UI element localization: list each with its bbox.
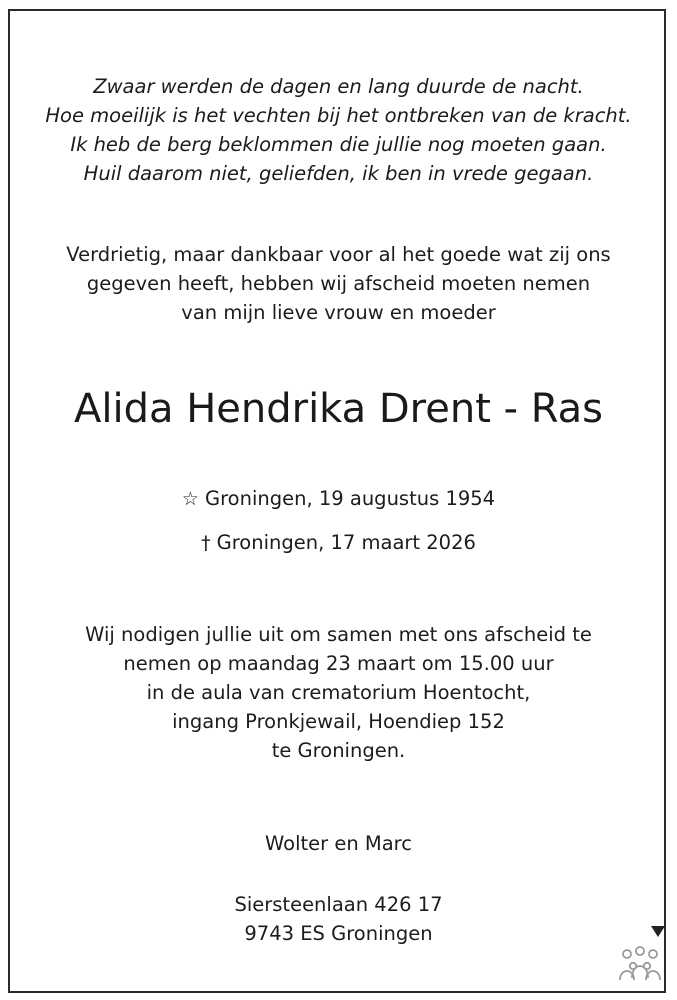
intro-line: van mijn lieve vrouw en moeder bbox=[181, 301, 496, 324]
poem-line: Hoe moeilijk is het vechten bij het ontbreken van de kracht. bbox=[45, 104, 632, 127]
life-dates bbox=[0, 487, 677, 555]
invitation-line: Wij nodigen jullie uit om samen met ons afscheid te bbox=[85, 623, 592, 646]
birth-date: Groningen, 19 augustus 1954 bbox=[204, 487, 496, 510]
intro-line: Verdrietig, maar dankbaar voor al het goede wat zij ons bbox=[66, 243, 611, 266]
star-icon: ☆ bbox=[181, 488, 199, 510]
invitation-line: in de aula van crematorium Hoentocht, bbox=[146, 681, 531, 704]
poem-line: Ik heb de berg beklommen die jullie nog moeten gaan. bbox=[70, 133, 607, 156]
poem-line: Huil daarom niet, geliefden, ik ben in vrede gegaan. bbox=[83, 162, 594, 185]
cross-icon: † bbox=[201, 532, 211, 554]
invitation-line: ingang Pronkjewail, Hoendiep 152 bbox=[172, 710, 505, 733]
invitation-text bbox=[0, 620, 677, 765]
death-date-line bbox=[0, 531, 677, 555]
signers: Wolter en Marc bbox=[265, 832, 412, 855]
triangle-down-icon[interactable] bbox=[650, 924, 666, 938]
death-date: Groningen, 17 maart 2026 bbox=[216, 531, 476, 554]
intro-line: gegeven heeft, hebben wij afscheid moeten nemen bbox=[86, 272, 591, 295]
invitation-line: nemen op maandag 23 maart om 15.00 uur bbox=[123, 652, 554, 675]
invitation-line: te Groningen. bbox=[271, 739, 406, 762]
poem-line: Zwaar werden de dagen en lang duurde de nacht. bbox=[93, 75, 584, 98]
address-street: Siersteenlaan 426 17 bbox=[234, 893, 443, 916]
people-group-icon bbox=[617, 944, 663, 984]
address bbox=[0, 890, 677, 948]
intro-text bbox=[0, 240, 677, 327]
poem bbox=[0, 72, 677, 188]
address-city: 9743 ES Groningen bbox=[244, 922, 433, 945]
birth-date-line bbox=[0, 487, 677, 511]
deceased-name: Alida Hendrika Drent - Ras bbox=[73, 386, 604, 432]
